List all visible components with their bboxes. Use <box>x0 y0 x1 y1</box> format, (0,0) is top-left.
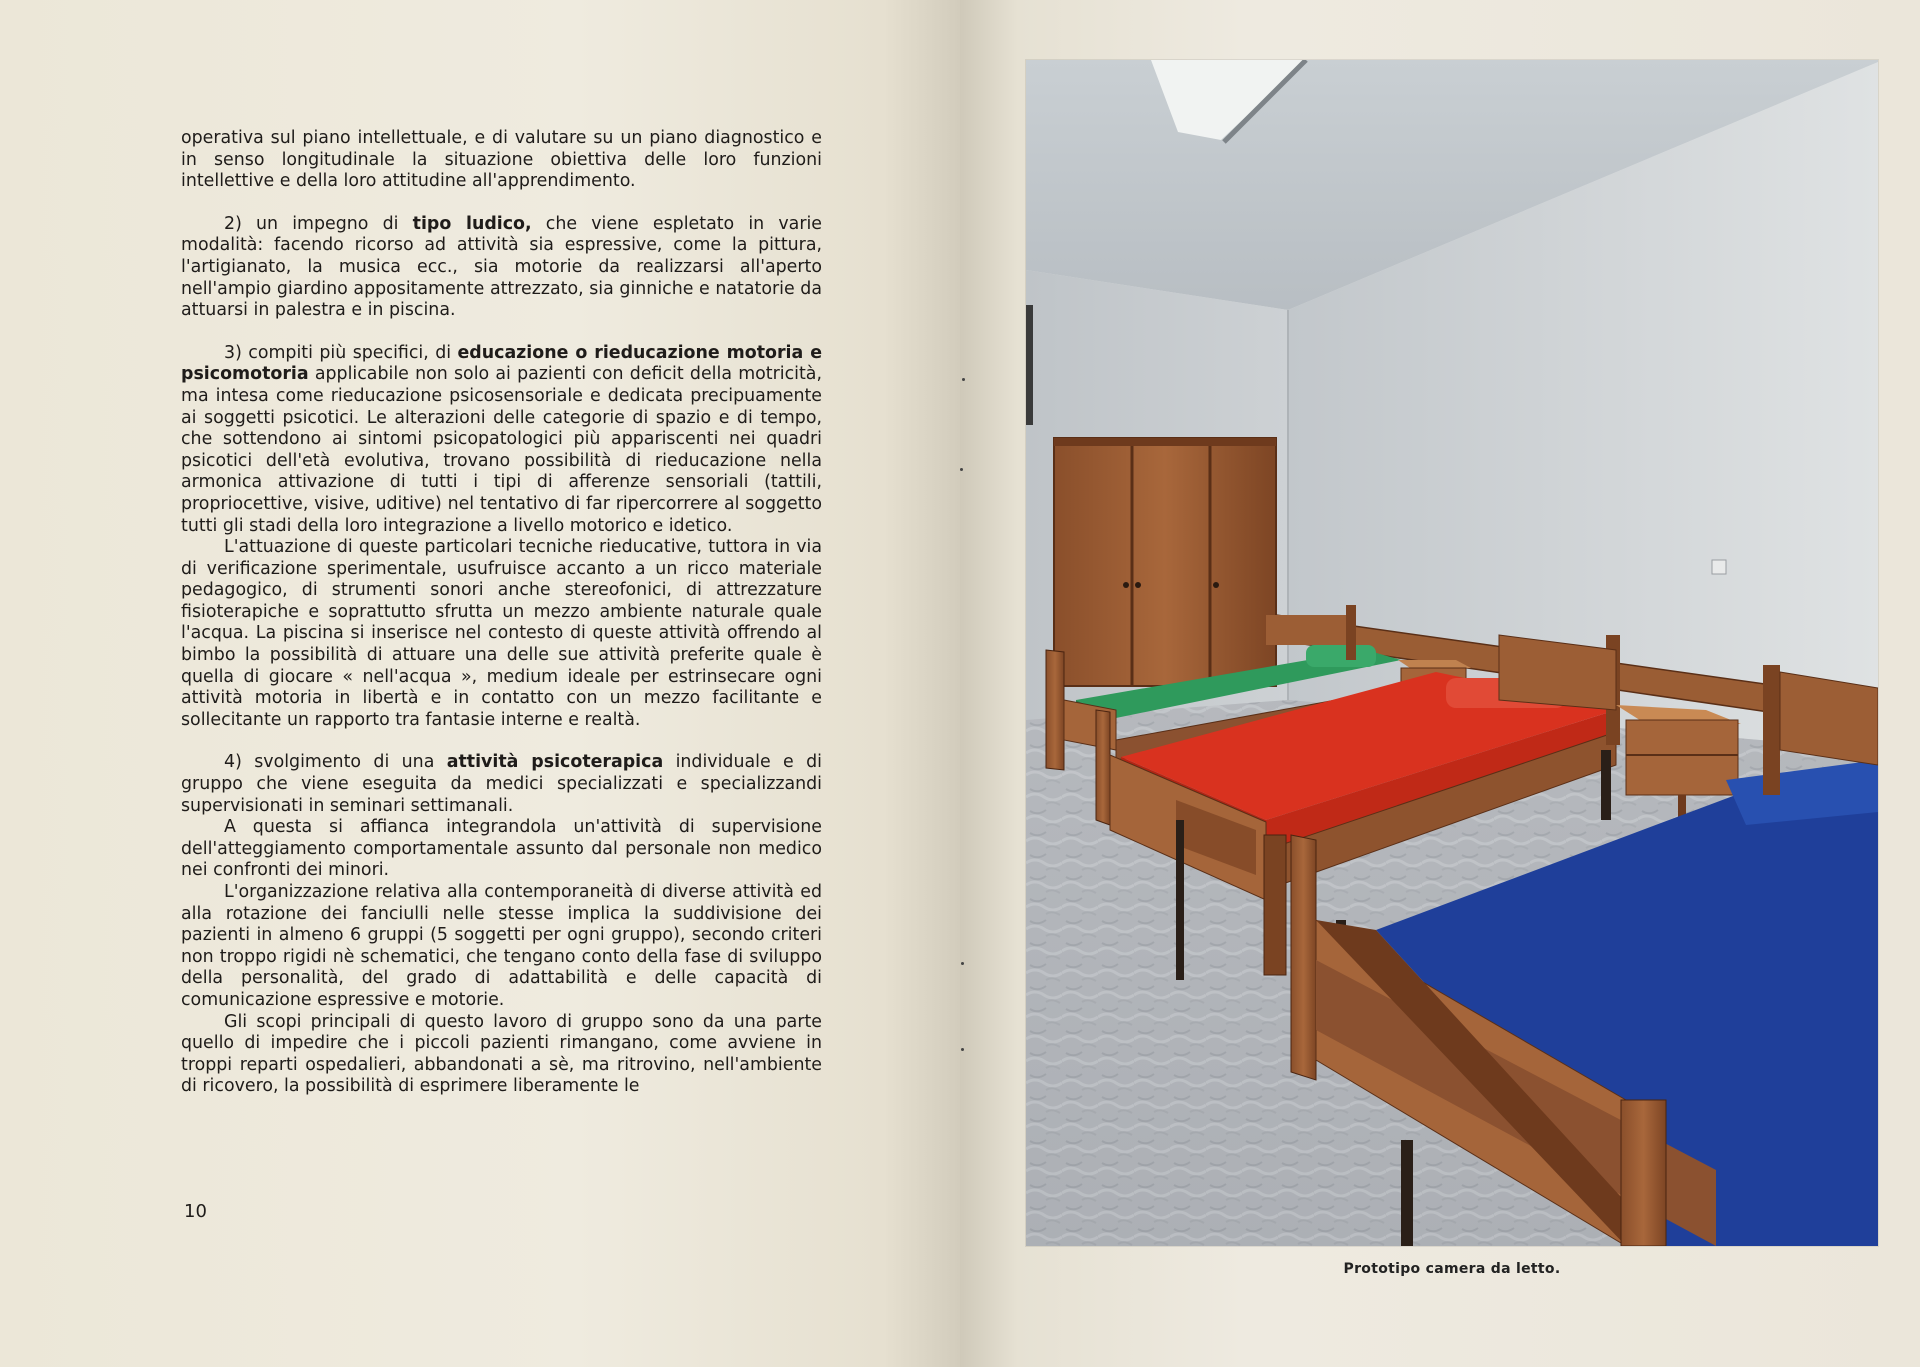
paragraph-2: 2) un impegno di tipo ludico, che viene espletato in varie modalità: facendo ricorso ad attività sia espressive, come la pittura, l'artigianato, la musica ecc., sia motorie da realizzarsi all'aperto nell'ampio giardino appositamente attrezzato, sia ginniche e natatorie da attuarsi in palestra e in piscina. <box>181 213 822 321</box>
bold-term: attività psicoterapica <box>446 752 664 773</box>
paper-speck <box>960 468 963 471</box>
page-number: 10 <box>184 1201 207 1222</box>
photo-caption: Prototipo camera da letto. <box>1343 1261 1561 1277</box>
paragraph-3: 3) compiti più specifici, di educazione o rieducazione motoria e psicomotoria applicabile non solo ai pazienti con deficit della motricità, ma intesa come rieducazione psicosensoriale e dedicata precipuamente ai soggetti psicotici. Le alterazioni delle categorie di spazio e di tempo, che sottendono ai sintomi psicopatologici più appariscenti nei quadri psicotici dell'età evolutiva, trovano possibilità di rieducazione nella armonica attivazione di tutti i tipi di afferenze sensoriali (tattili, propriocettive, visive, uditive) nel tentativo di far ripercorrere al soggetto tutti gli stadi della loro integrazione a livello motorico e idetico. <box>181 342 822 536</box>
paragraph-6: A questa si affianca integrandola un'attività di supervisione dell'atteggiamento comportamentale assunto dal personale non medico nei confronti dei minori. <box>181 817 822 881</box>
paper-speck <box>961 1048 964 1051</box>
bold-term: educazione o rieducazione motoria e psicomotoria <box>181 342 822 385</box>
paper-speck <box>961 962 964 965</box>
paper-speck <box>962 378 965 381</box>
paragraph-1: operativa sul piano intellettuale, e di valutare su un piano diagnostico e in senso longitudinale la situazione obiettiva delle loro funzioni intellettive e della loro attitudine all'apprendimento. <box>181 128 822 192</box>
body-text <box>181 128 822 1098</box>
bold-term: tipo ludico, <box>412 213 532 234</box>
paragraph-7: L'organizzazione relativa alla contemporaneità di diverse attività ed alla rotazione dei fanciulli nelle stesse implica la suddivisione dei pazienti in almeno 6 gruppi (5 soggetti per ogni gruppo), secondo criteri non troppo rigidi nè schematici, che tengano conto della fase di sviluppo della personalità, del grado di adattabilità e delle capacità di comunicazione espressive e motorie. <box>181 882 822 1010</box>
bedroom-illustration <box>1026 60 1878 1246</box>
paragraph-4: L'attuazione di queste particolari tecniche rieducative, tuttora in via di verificazione sperimentale, usufruisce accanto a un ricco materiale pedagogico, di strumenti sonori anche stereofonici, di attrezzature fisioterapiche e soprattutto sfrutta un mezzo ambiente naturale quale l'acqua. La piscina si inserisce nel contesto di queste attività offrendo al bimbo la possibilità di attuare una delle sue attività preferite quale è quella di giocare « nell'acqua », medium ideale per estrinsecare ogni attività motoria in libertà e in contatto con un mezzo facilitante e sollecitante un rapporto tra fantasie interne e realtà. <box>181 537 822 730</box>
paragraph-8: Gli scopi principali di questo lavoro di gruppo sono da una parte quello di impedire che i piccoli pazienti rimangano, come avviene in troppi reparti ospedalieri, abbandonati a sè, ma ritrovino, nell'ambiente di ricovero, la possibilità di esprimere liberamente le <box>181 1011 822 1097</box>
paragraph-5: 4) svolgimento di una attività psicoterapica individuale e di gruppo che viene eseguita da medici specializzati e specializzandi supervisionati in seminari settimanali. <box>181 752 822 816</box>
bedroom-photo <box>1026 60 1878 1246</box>
